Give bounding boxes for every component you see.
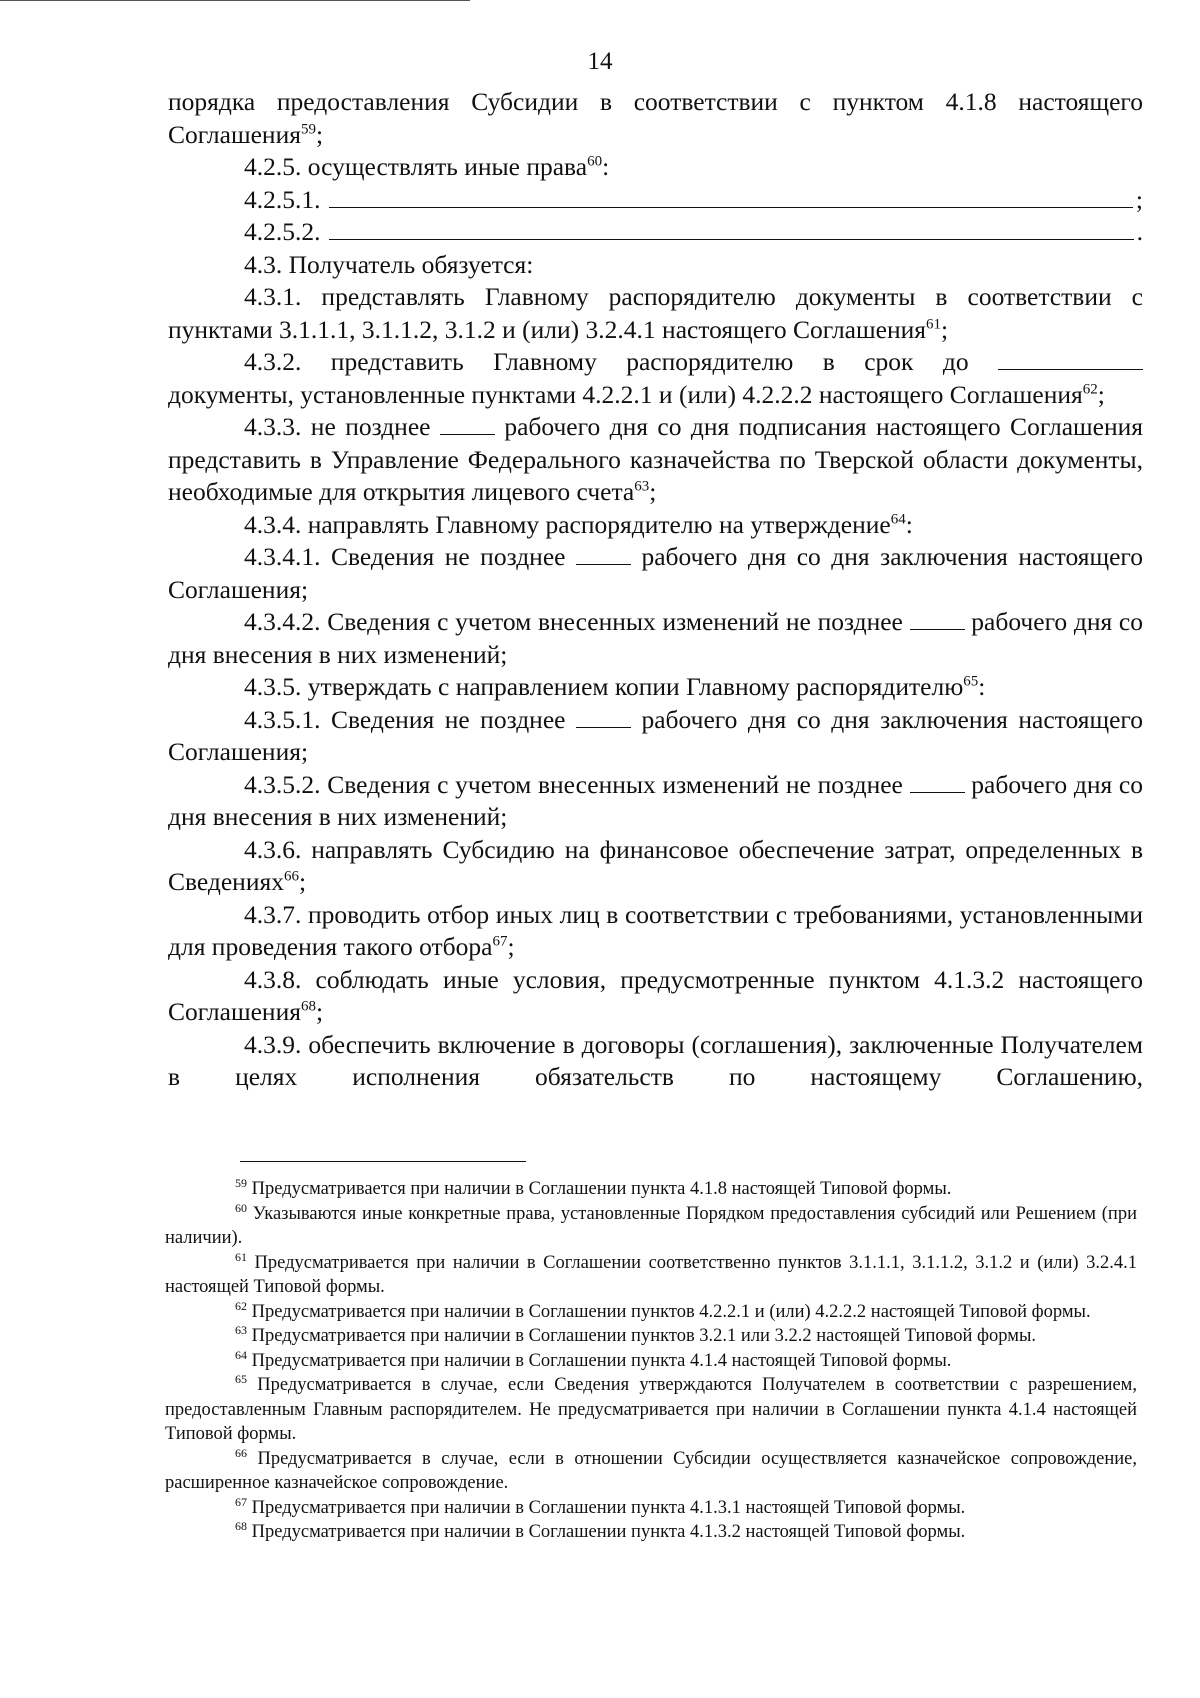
- paragraph-4-3-5-1: 4.3.5.1. Сведения не позднее рабочего дня со дня заключения настоящего Соглашения;: [168, 704, 1144, 766]
- footnote-ref: 65: [963, 673, 979, 690]
- paragraph-4-3-2: 4.3.2. представить Главному распорядителю в срок до: [168, 346, 1143, 379]
- footnote-64: $^{64}$ Предусматривается при наличии в Соглашении пункта 4.1.4 настоящей Типовой формы.: [235, 1347, 952, 1371]
- footnote-ref: 62: [1082, 381, 1098, 397]
- footnote-63: $^{63}$ Предусматривается при наличии в Соглашении пунктов 3.2.1 или 3.2.2 настоящей Типовой формы.: [235, 1322, 1037, 1346]
- footnote-number: 68: [235, 1518, 247, 1533]
- fill-in-blank-line: [910, 608, 965, 630]
- footnote-ref: 68: [300, 998, 316, 1015]
- footnote-ref: 64: [890, 511, 906, 527]
- footnote-number: 66: [235, 1445, 247, 1460]
- paragraph-4-2-4-tail: порядка предоставления Субсидии в соответствии с пунктом 4.1.8 настоящего Соглашения$^{59}$;: [168, 87, 1143, 149]
- fill-in-blank-line: [440, 413, 495, 435]
- footnote-number: 67: [235, 1494, 247, 1509]
- footnote-67: $^{67}$ Предусматривается при наличии в Соглашении пункта 4.1.3.1 настоящей Типовой формы.: [235, 1494, 966, 1518]
- paragraph-4-3-8: 4.3.8. соблюдать иные условия, предусмотренные пунктом 4.1.3.2 настоящего Соглашения$^{68}$;: [168, 964, 1143, 1026]
- footnote-number: 63: [235, 1322, 247, 1337]
- footnote-ref: 60: [587, 153, 603, 170]
- paragraph-4-3-5: 4.3.5. утверждать с направлением копии Главному распорядителю$^{65}$:: [244, 672, 986, 701]
- footnotes: [165, 1177, 1137, 1545]
- fill-in-blank-line: [576, 706, 631, 728]
- footnote-60: $^{60}$ Указываются иные конкретные права, установленные Порядком предоставления субсидий или Решением (при наличии).: [165, 1200, 1137, 1248]
- footnote-number: 62: [235, 1298, 247, 1313]
- footnote-separator: [240, 1161, 526, 1162]
- paragraph-4-3-4: 4.3.4. направлять Главному распорядителю на утверждение$^{64}$:: [244, 509, 913, 539]
- fill-in-blank-line: [329, 185, 1133, 208]
- paragraph-4-3-6: 4.3.6. направлять Субсидию на финансовое обеспечение затрат, определенных в Сведениях$^{66}$;: [168, 834, 1143, 896]
- scan-top-edge-line: [0, 0, 470, 1]
- paragraph-4-3-4-1: 4.3.4.1. Сведения не позднее рабочего дня со дня заключения настоящего Соглашения;: [168, 542, 1144, 604]
- footnote-65: $^{65}$ Предусматривается в случае, если Сведения утверждаются Получателем в соответствии с разрешением, предоставленным Главным распорядителем. Не предусматривается при наличии в Соглашении пункта 4.1.4 настоящей Типовой формы.: [165, 1371, 1138, 1444]
- paragraph-4-3-5-2: 4.3.5.2. Сведения с учетом внесенных изменений не позднее рабочего дня со дня внесения в них изменений;: [168, 769, 1143, 831]
- footnote-62: $^{62}$ Предусматривается при наличии в Соглашении пунктов 4.2.2.1 и (или) 4.2.2.2 настоящей Типовой формы.: [235, 1298, 1091, 1322]
- footnote-number: 59: [235, 1175, 247, 1190]
- paragraph-4-3-9: 4.3.9. обеспечить включение в договоры (соглашения), заключенные Получателем в целях исполнения обязательств по настоящему Соглашению,: [168, 1029, 1143, 1091]
- footnote-59: $^{59}$ Предусматривается при наличии в Соглашении пункта 4.1.8 настоящей Типовой формы.: [235, 1175, 952, 1199]
- fill-in-blank-line: [910, 771, 965, 793]
- paragraph-4-2-5: 4.2.5. осуществлять иные права$^{60}$:: [244, 152, 610, 181]
- footnote-ref: 61: [925, 316, 941, 332]
- paragraph-4-3: 4.3. Получатель обязуется:: [244, 249, 534, 279]
- paragraph-4-2-5-2: 4.2.5.2. .: [244, 217, 1143, 246]
- footnote-number: 65: [235, 1371, 247, 1386]
- fill-in-blank-line: [998, 348, 1143, 370]
- paragraph-4-3-3: 4.3.3. не позднее рабочего дня со дня подписания настоящего Соглашения представить в Управление Федерального казначейства по Тверской области документы, необходимые для открытия лицевого счета$^{63}$;: [168, 412, 1143, 506]
- document-body: [168, 86, 1143, 1094]
- paragraph-4-3-2-cont: документы, установленные пунктами 4.2.2.1 и (или) 4.2.2.2 настоящего Соглашения$^{62}$;: [168, 379, 1105, 409]
- footnote-ref: 59: [300, 121, 316, 137]
- paragraph-4-3-1: 4.3.1. представлять Главному распорядителю документы в соответствии с пунктами 3.1.1.1, 3.1.1.2, 3.1.2 и (или) 3.2.4.1 настоящего Соглашения$^{61}$;: [168, 282, 1143, 344]
- paragraph-4-3-4-2: 4.3.4.2. Сведения с учетом внесенных изменений не позднее рабочего дня со дня внесения в них изменений;: [168, 607, 1143, 669]
- footnote-ref: 67: [492, 933, 508, 950]
- footnote-ref: 66: [283, 868, 299, 885]
- paragraph-4-3-7: 4.3.7. проводить отбор иных лиц в соответствии с требованиями, установленными для проведения такого отбора$^{67}$;: [168, 899, 1143, 961]
- page-number: 14: [587, 48, 613, 75]
- fill-in-blank-line: [329, 217, 1134, 240]
- paragraph-4-2-5-1: 4.2.5.1. ;: [244, 184, 1143, 214]
- footnote-number: 64: [235, 1347, 247, 1362]
- footnote-number: 60: [235, 1200, 247, 1215]
- footnote-61: $^{61}$ Предусматривается при наличии в Соглашении соответственно пунктов 3.1.1.1, 3.1.1.2, 3.1.2 и (или) 3.2.4.1 настоящей Типовой формы.: [165, 1249, 1137, 1297]
- footnote-66: $^{66}$ Предусматривается в случае, если в отношении Субсидии осуществляется казначейское сопровождение, расширенное казначейское сопровождение.: [165, 1445, 1138, 1493]
- footnote-68: $^{68}$ Предусматривается при наличии в Соглашении пункта 4.1.3.2 настоящей Типовой формы.: [235, 1518, 966, 1542]
- fill-in-blank-line: [576, 543, 631, 565]
- footnote-ref: 63: [634, 478, 650, 495]
- footnote-number: 61: [235, 1249, 247, 1264]
